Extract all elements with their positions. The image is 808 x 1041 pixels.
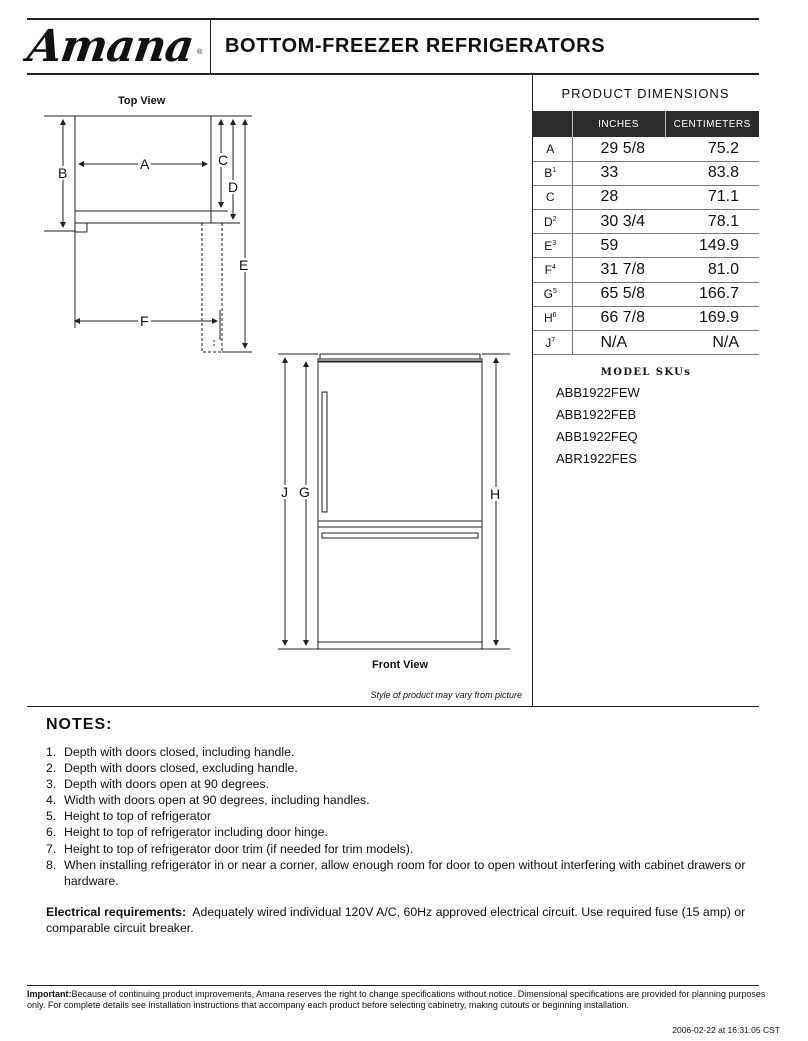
note-item bbox=[46, 744, 766, 760]
note-text: Depth with doors closed, excluding handle. bbox=[64, 761, 298, 776]
note-item bbox=[46, 857, 766, 889]
important-text: Because of continuing product improvements, Amana reserves the right to change specifications without notice. Dimensional specifications are provided for planning purposes only. For complete details see installation instructions that accompany each product before selecting cabinetry, making cutouts or beginning installation. bbox=[27, 989, 766, 1010]
dimension-inches: 29 5/8 bbox=[572, 137, 665, 161]
note-number: 5. bbox=[46, 809, 57, 824]
note-item bbox=[46, 824, 766, 840]
sku-item: ABB1922FEB bbox=[556, 407, 637, 422]
label-h: H bbox=[490, 486, 501, 502]
front-view-label: Front View bbox=[372, 659, 429, 671]
label-j: J bbox=[281, 484, 288, 500]
dimension-cm: 149.9 bbox=[665, 234, 759, 258]
label-c: C bbox=[218, 152, 229, 168]
note-item bbox=[46, 776, 766, 792]
note-number: 1. bbox=[46, 745, 57, 759]
front-view-top-trim bbox=[320, 354, 480, 359]
note-text: Height to top of refrigerator bbox=[64, 809, 211, 824]
label-g: G bbox=[299, 484, 310, 500]
note-number: 3. bbox=[46, 777, 57, 792]
freezer-handle bbox=[322, 533, 478, 538]
label-e: E bbox=[239, 257, 249, 273]
note-item bbox=[46, 760, 766, 776]
note-text: Height to top of refrigerator including door hinge. bbox=[64, 825, 328, 840]
sku-item: ABR1922FES bbox=[556, 451, 637, 466]
dimension-cm: 71.1 bbox=[665, 185, 759, 209]
note-number: 6. bbox=[46, 825, 57, 840]
note-text: When installing refrigerator in or near a corner, allow enough room for door to open without interfering with cabinet drawers or hardware. bbox=[64, 857, 746, 888]
electrical-requirements bbox=[46, 904, 786, 936]
note-number: 7. bbox=[46, 841, 57, 856]
important-label: Important: bbox=[27, 989, 72, 999]
note-item bbox=[46, 808, 766, 824]
label-a: A bbox=[140, 156, 150, 172]
timestamp: 2006-02-22 at 16:31:05 CST bbox=[672, 1025, 780, 1035]
dimension-label: C bbox=[533, 185, 572, 209]
registered-mark: ® bbox=[197, 49, 203, 56]
dimension-inches: 65 5/8 bbox=[572, 282, 665, 306]
label-f: F bbox=[140, 313, 149, 329]
note-number: 4. bbox=[46, 793, 57, 808]
dimension-inches: 30 3/4 bbox=[572, 210, 665, 234]
open-door-outline bbox=[202, 223, 222, 352]
dimension-inches: N/A bbox=[572, 331, 665, 355]
style-note: Style of product may vary from picture bbox=[370, 690, 522, 700]
dimension-label: A bbox=[533, 137, 572, 161]
dimension-inches: 31 7/8 bbox=[572, 258, 665, 282]
dimension-cm: 169.9 bbox=[665, 306, 759, 330]
top-view-door bbox=[75, 211, 211, 223]
dimension-label: $B^1$ bbox=[533, 161, 572, 185]
electrical-text: Adequately wired individual 120V A/C, 60Hz approved electrical circuit. Use required fuse (15 amp) or comparable circuit breaker. bbox=[46, 905, 746, 935]
note-number: 8. bbox=[46, 857, 57, 872]
footer-rule bbox=[27, 985, 759, 986]
fridge-handle bbox=[322, 392, 327, 512]
dimension-label: $J^7$ bbox=[533, 331, 572, 355]
dimension-inches: 59 bbox=[572, 234, 665, 258]
note-text: Depth with doors closed, including handle. bbox=[64, 745, 295, 759]
label-d: D bbox=[228, 179, 239, 195]
dimension-cm: 75.2 bbox=[665, 137, 759, 161]
notes-title: NOTES: bbox=[46, 716, 113, 733]
page-title: BOTTOM-FREEZER REFRIGERATORS bbox=[225, 35, 606, 57]
note-number: 2. bbox=[46, 761, 57, 776]
dimension-label: $H^6$ bbox=[533, 306, 572, 330]
inches-header: INCHES bbox=[572, 111, 665, 137]
dimension-inches: 66 7/8 bbox=[572, 306, 665, 330]
electrical-label: Electrical requirements: bbox=[46, 905, 187, 919]
dimension-cm: 166.7 bbox=[665, 282, 759, 306]
note-text: Depth with doors open at 90 degrees. bbox=[64, 777, 270, 792]
freezer-door bbox=[318, 527, 482, 642]
dimension-cm: 81.0 bbox=[665, 258, 759, 282]
note-item bbox=[46, 792, 766, 808]
front-view-cabinet bbox=[318, 359, 482, 649]
dimension-inches: 33 bbox=[572, 161, 665, 185]
notes-top-rule bbox=[27, 706, 759, 707]
label-b: B bbox=[58, 165, 68, 181]
brand-name: Amana bbox=[24, 21, 197, 72]
dimension-label: $F^4$ bbox=[533, 258, 572, 282]
fridge-door bbox=[318, 362, 482, 521]
dimension-inches: 28 bbox=[572, 185, 665, 209]
note-item bbox=[46, 841, 766, 857]
dimensions-title: PRODUCT DIMENSIONS bbox=[561, 86, 730, 101]
dimension-label: $G^5$ bbox=[533, 282, 572, 306]
centimeters-header: CENTIMETERS bbox=[665, 111, 759, 137]
sku-item: ABB1922FEQ bbox=[556, 429, 638, 444]
sku-item: ABB1922FEW bbox=[556, 385, 640, 400]
dimension-label: $E^3$ bbox=[533, 234, 572, 258]
dimension-cm: 83.8 bbox=[665, 161, 759, 185]
dimension-label: $D^2$ bbox=[533, 210, 572, 234]
note-text: Height to top of refrigerator door trim (if needed for trim models). bbox=[64, 841, 414, 856]
top-view-label: Top View bbox=[118, 95, 166, 107]
dimension-cm: N/A bbox=[665, 331, 759, 355]
model-skus-title: MODEL SKUs bbox=[600, 367, 692, 378]
note-text: Width with doors open at 90 degrees, including handles. bbox=[64, 793, 370, 808]
notes-list bbox=[46, 744, 766, 889]
top-view-handle bbox=[75, 223, 87, 232]
important-notice bbox=[27, 989, 767, 1010]
dimension-cm: 78.1 bbox=[665, 210, 759, 234]
